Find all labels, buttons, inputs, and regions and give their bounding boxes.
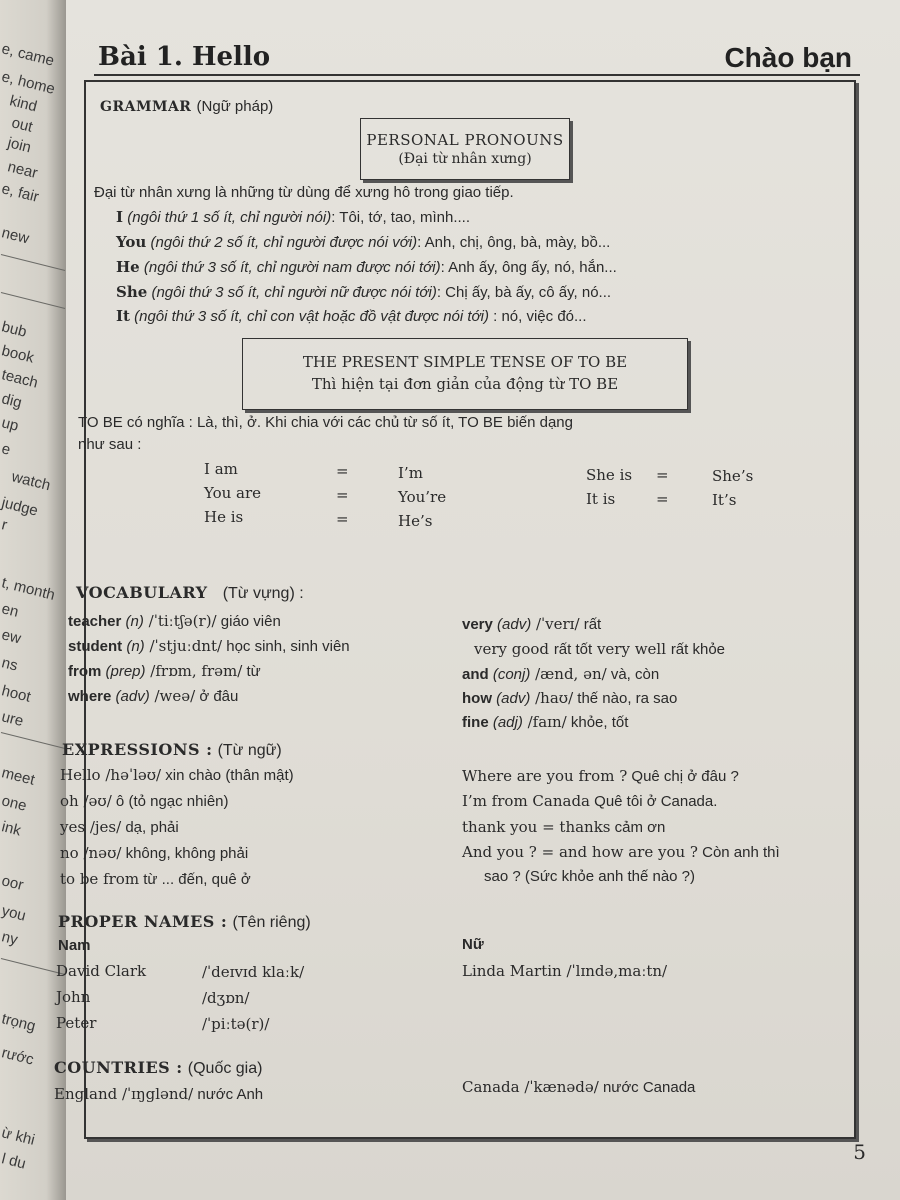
side-word: e, home	[0, 68, 57, 98]
conj-full: It is	[586, 490, 616, 508]
conj-full: You are	[204, 484, 262, 502]
expression-cont: sao ? (Sức khỏe anh thế nào ?)	[484, 868, 696, 885]
female-label: Nữ	[462, 936, 484, 953]
conj-full: He is	[204, 508, 244, 526]
side-word: you	[0, 902, 28, 925]
vocab-pos: (adv)	[111, 688, 150, 705]
side-word: en	[0, 600, 21, 621]
expr-en: And you ? = and how are you ?	[462, 843, 698, 861]
expr-vi: Còn anh thì	[697, 844, 780, 861]
tobe-explanation: TO BE có nghĩa : Là, thì, ở. Khi chia với các chủ từ số ít, TO BE biến dạng	[78, 414, 573, 431]
vocab-entry	[68, 612, 281, 630]
expression-entry	[60, 844, 248, 862]
pronoun-desc: (ngôi thứ 1 số ít, chỉ người nói)	[123, 209, 332, 226]
conj-equals: =	[336, 462, 349, 480]
pronoun-desc: (ngôi thứ 2 số ít, chỉ người được nói với)	[146, 234, 418, 251]
expr-vi: ô (tỏ ngạc nhiên)	[111, 793, 229, 810]
vocab-ipa: /frɒm, frəm/	[145, 662, 243, 680]
conj-equals: =	[336, 510, 349, 528]
vocab-pos: (conj)	[488, 666, 531, 683]
country-entry	[54, 1085, 263, 1103]
pronoun-word: He	[116, 258, 140, 276]
expr-vi: Quê chị ở đâu ?	[627, 768, 739, 785]
tobe-explanation-cont: như sau :	[78, 436, 142, 453]
country-vi: nước Anh	[193, 1086, 264, 1103]
expressions-heading	[62, 740, 282, 760]
vocab-ipa: /haʊ/	[530, 689, 574, 707]
vocab-pos: (adj)	[488, 714, 523, 731]
conj-full: She is	[586, 466, 633, 484]
vocab-word: from	[68, 663, 102, 680]
present-simple-box	[242, 338, 688, 410]
vocab-meaning: thế nào, ra sao	[573, 690, 678, 707]
side-word: ừ khi	[0, 1124, 37, 1149]
pronoun-line	[116, 283, 611, 301]
country-entry	[462, 1078, 695, 1096]
vocab-ipa: /faɪn/	[522, 713, 567, 731]
side-word: t, month	[0, 574, 57, 604]
expr-en: Hello	[60, 766, 101, 784]
side-word: up	[0, 414, 21, 435]
expr-en: Where are you from ?	[462, 767, 628, 785]
side-word: one	[0, 792, 29, 815]
vocab-pos: (n)	[122, 638, 145, 655]
pronoun-intro: Đại từ nhân xưng là những từ dùng để xưng hô trong giao tiếp.	[94, 184, 514, 201]
expression-entry	[60, 818, 179, 836]
expression-entry	[60, 792, 229, 810]
vocab-entry	[68, 662, 261, 680]
box2-title: THE PRESENT SIMPLE TENSE OF TO BE	[302, 353, 628, 371]
country-ipa: /ˈkænədə/	[519, 1078, 599, 1096]
expression-entry	[60, 766, 294, 784]
very-good-line	[474, 640, 725, 658]
pronoun-word: I	[116, 208, 124, 226]
vocab-entry	[462, 713, 628, 731]
textbook-page	[54, 0, 900, 1200]
side-rule	[1, 254, 65, 271]
expr-vi: xin chào (thân mật)	[161, 767, 294, 784]
vocab-word: and	[462, 666, 489, 683]
personal-pronouns-box	[360, 118, 570, 180]
countries-heading	[54, 1058, 262, 1078]
vocab-pos: (adv)	[492, 616, 532, 633]
proper-names-title-vi: (Tên riêng)	[232, 914, 311, 931]
male-ipa: /ˈpiːtə(r)/	[202, 1015, 270, 1033]
side-word: kind	[7, 92, 39, 116]
vocab-entry	[462, 615, 601, 633]
expr-en: no	[60, 844, 79, 862]
vocab-meaning: giáo viên	[216, 613, 281, 630]
expression-entry	[462, 843, 780, 861]
male-ipa: /ˈdeɪvɪd klaːk/	[202, 963, 305, 981]
side-word: bub	[0, 318, 29, 341]
female-name: Linda Martin	[462, 962, 562, 980]
vocab-word: fine	[462, 714, 489, 731]
vocab-meaning: khỏe, tốt	[566, 714, 629, 731]
conj-full: I am	[204, 460, 238, 478]
vocab-entry	[68, 637, 350, 655]
grammar-title: GRAMMAR	[100, 99, 192, 115]
conj-equals: =	[336, 486, 349, 504]
side-word: teach	[0, 366, 40, 392]
pronoun-desc: (ngôi thứ 3 số ít, chỉ người nữ được nói tới)	[147, 284, 437, 301]
conj-equals: =	[656, 466, 669, 484]
vocab-pos: (n)	[121, 613, 144, 630]
side-word: l du	[0, 1150, 28, 1173]
expressions-title-vi: (Từ ngữ)	[217, 742, 282, 759]
conj-equals: =	[656, 490, 669, 508]
pronoun-meaning: : nó, việc đó...	[488, 308, 587, 325]
expr-vi: dạ, phải	[121, 819, 179, 836]
vocab-entry	[68, 687, 238, 705]
box1-subtitle: (Đại từ nhân xưng)	[398, 151, 532, 167]
side-word: ns	[0, 654, 20, 675]
expression-entry	[462, 818, 665, 836]
proper-names-title: PROPER NAMES :	[58, 912, 228, 931]
side-word: hoot	[0, 682, 33, 706]
pronoun-word: You	[116, 233, 147, 251]
side-word: e, fair	[0, 180, 41, 206]
very-good: very good	[474, 640, 550, 658]
expr-en: to be from	[60, 870, 140, 888]
expression-entry	[60, 870, 251, 888]
expr-vi: cảm ơn	[610, 819, 666, 836]
expr-ipa: /jes/	[85, 818, 122, 836]
pronoun-meaning: : Anh ấy, ông ấy, nó, hắn...	[440, 259, 617, 276]
conj-short: I’m	[398, 464, 423, 482]
expr-en: yes	[60, 818, 86, 836]
male-name: David Clark	[56, 962, 147, 980]
pronoun-meaning: : Anh, chị, ông, bà, mày, bồ...	[417, 234, 611, 251]
very-well-meaning: rất khỏe	[670, 641, 726, 658]
side-word: ew	[0, 626, 23, 648]
female-ipa: /ˈlɪndə,maːtn/	[561, 962, 668, 980]
country-name: England	[54, 1085, 118, 1103]
expr-ipa: /əʊ/	[78, 792, 112, 810]
vocab-word: where	[68, 688, 112, 705]
pronoun-line	[116, 233, 610, 251]
expr-vi: từ ... đến, quê ở	[139, 871, 251, 888]
countries-title: COUNTRIES :	[54, 1058, 183, 1077]
conj-short: She’s	[712, 467, 754, 485]
side-word: book	[0, 342, 36, 367]
male-name: John	[56, 988, 91, 1006]
side-word: ink	[0, 818, 23, 840]
country-ipa: /ˈɪŋglənd/	[117, 1085, 194, 1103]
pronoun-word: She	[116, 283, 148, 301]
very-well: very well	[596, 640, 667, 658]
side-word: ure	[0, 708, 26, 730]
vocab-meaning: ở đâu	[195, 688, 239, 705]
box2-subtitle: Thì hiện tại đơn giản của động từ TO BE	[311, 375, 619, 393]
vocab-entry	[462, 689, 677, 707]
grammar-title-vi: (Ngữ pháp)	[196, 98, 274, 115]
conj-short: It’s	[712, 491, 737, 509]
vocab-meaning: học sinh, sinh viên	[222, 638, 350, 655]
expr-en: oh	[60, 792, 79, 810]
very-good-meaning: rất tốt	[553, 641, 593, 658]
male-name: Peter	[56, 1014, 97, 1032]
side-word: ny	[0, 928, 20, 949]
pronoun-line	[116, 258, 617, 276]
side-word: rước	[0, 1044, 36, 1069]
countries-title-vi: (Quốc gia)	[187, 1060, 263, 1077]
vocab-word: how	[462, 690, 492, 707]
expr-ipa: /nəʊ/	[78, 844, 122, 862]
pronoun-desc: (ngôi thứ 3 số ít, chỉ con vật hoặc đồ vật được nói tới)	[129, 308, 489, 325]
expressions-title: EXPRESSIONS :	[62, 740, 213, 759]
side-rule	[1, 292, 65, 309]
vocab-ipa: /weə/	[149, 687, 196, 705]
side-word: out	[9, 114, 35, 136]
country-vi: nước Canada	[598, 1079, 696, 1096]
expr-vi: không, không phải	[121, 845, 249, 862]
vocab-pos: (adv)	[492, 690, 531, 707]
female-entry	[462, 962, 667, 980]
side-word: r	[0, 516, 9, 534]
vocabulary-title-vi: (Từ vựng) :	[222, 585, 304, 602]
side-rule	[1, 732, 65, 749]
side-word: e, came	[0, 40, 56, 70]
vocab-ipa: /ˈstjuːdnt/	[144, 637, 223, 655]
proper-names-heading	[58, 912, 311, 932]
pronoun-meaning: : Chị ấy, bà ấy, cô ấy, nó...	[436, 284, 612, 301]
vocab-meaning: rất	[579, 616, 602, 633]
header-rule	[94, 74, 860, 76]
vocab-ipa: /ænd, ən/	[530, 665, 607, 683]
vocab-entry	[462, 665, 659, 683]
expression-entry	[462, 767, 739, 785]
male-label: Nam	[58, 937, 91, 954]
pronoun-line	[116, 208, 470, 226]
side-word: judge	[0, 494, 40, 520]
conj-short: He’s	[398, 512, 433, 530]
vocab-word: very	[462, 616, 493, 633]
country-name: Canada	[462, 1078, 520, 1096]
vocab-meaning: từ	[242, 663, 261, 680]
vocabulary-title: VOCABULARY	[76, 583, 208, 602]
expression-entry	[462, 792, 717, 810]
grammar-heading	[100, 96, 273, 115]
vocab-ipa: /ˈtiːtʃə(r)/	[143, 612, 217, 630]
expr-ipa: /həˈləʊ/	[100, 766, 162, 784]
vocabulary-heading	[76, 583, 304, 603]
pronoun-desc: (ngôi thứ 3 số ít, chỉ người nam được nói tới)	[139, 259, 441, 276]
side-word: new	[0, 224, 31, 248]
lesson-title: Bài 1. Hello	[98, 42, 271, 72]
side-word: trọng	[0, 1010, 38, 1036]
side-word: oor	[0, 872, 26, 894]
pronoun-meaning: : Tôi, tớ, tao, mình....	[331, 209, 470, 226]
side-word: meet	[0, 764, 37, 789]
side-word: e	[0, 440, 13, 459]
side-word: dig	[0, 390, 24, 412]
vocab-meaning: và, còn	[606, 666, 660, 683]
side-word: watch	[9, 468, 53, 495]
box1-title: PERSONAL PRONOUNS	[366, 131, 564, 149]
side-word: join	[5, 134, 33, 157]
male-ipa: /dʒɒn/	[202, 989, 250, 1007]
lesson-title-vi: Chào bạn	[724, 42, 852, 73]
vocab-ipa: /ˈverɪ/	[531, 615, 580, 633]
pronoun-word: It	[116, 307, 130, 325]
expr-en: I’m from Canada	[462, 792, 590, 810]
vocab-word: student	[68, 638, 123, 655]
vocab-word: teacher	[68, 613, 122, 630]
pronoun-line	[116, 307, 587, 325]
expr-en: thank you = thanks	[462, 818, 611, 836]
vocab-pos: (prep)	[101, 663, 146, 680]
conj-short: You’re	[398, 488, 447, 506]
expr-vi: Quê tôi ở Canada.	[590, 793, 718, 810]
side-word: near	[5, 158, 40, 183]
page-number: 5	[853, 1140, 866, 1164]
